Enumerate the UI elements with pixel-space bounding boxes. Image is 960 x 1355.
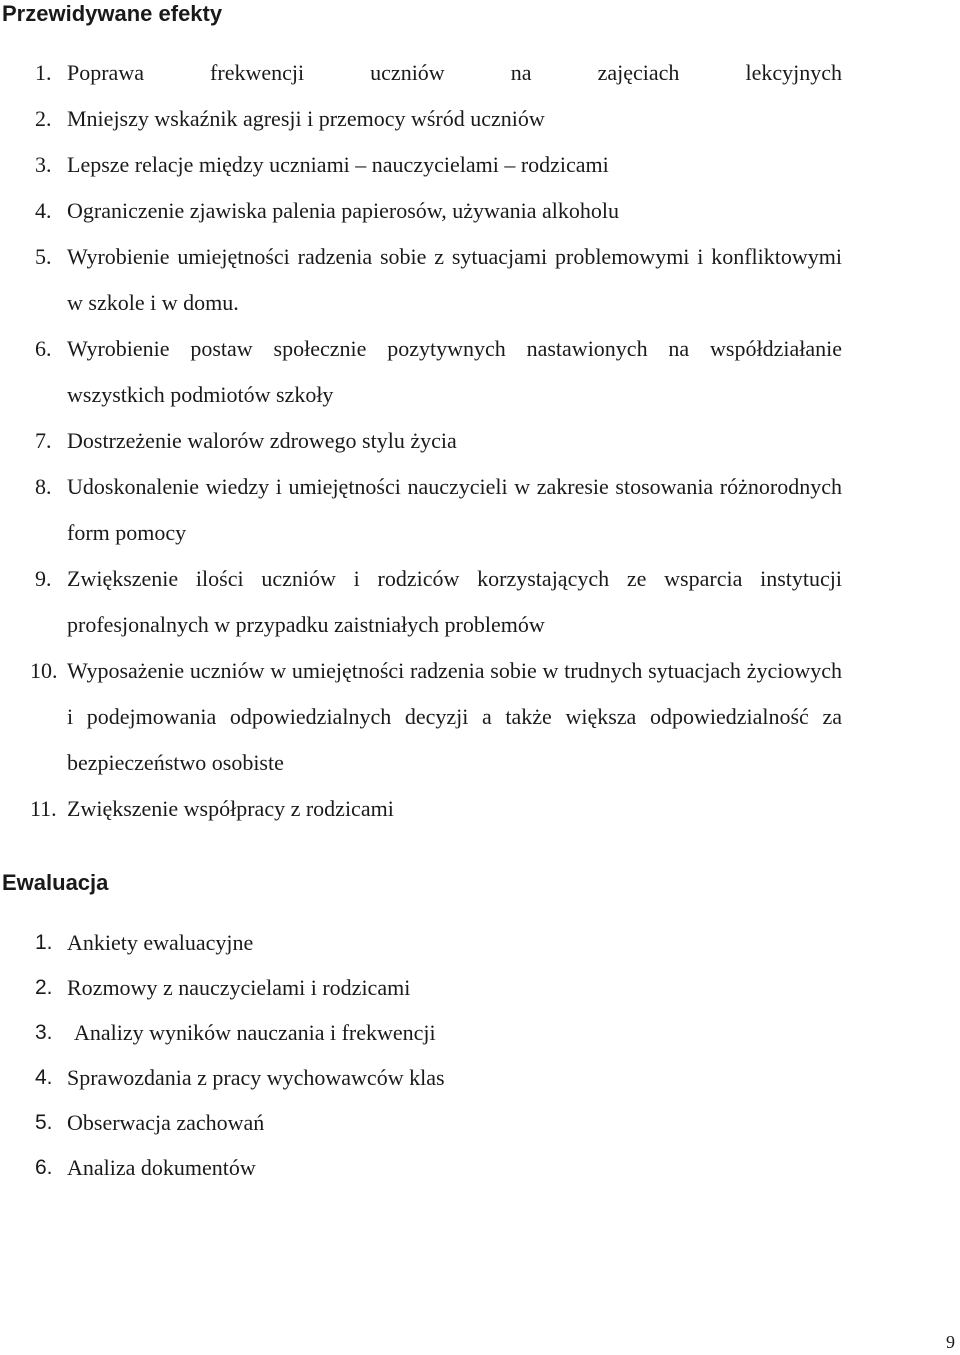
- list-number: 9.: [35, 566, 52, 591]
- list-item-text: Ograniczenie zjawiska palenia papierosów, używania alkoholu: [67, 198, 620, 223]
- list-item: [0, 464, 842, 556]
- list-item-text: Rozmowy z nauczycielami i rodzicami: [67, 975, 411, 1000]
- list-item: [0, 965, 842, 1010]
- list-number: 5.: [35, 244, 52, 269]
- list-number: 10.: [30, 658, 58, 683]
- list-number: 1.: [35, 931, 53, 954]
- list-number: 4.: [35, 198, 52, 223]
- list-item: [0, 648, 842, 786]
- list-item-text: Wyrobienie postaw społecznie pozytywnych nastawionych na współdziałanie wszystkich podmiotów szkoły: [67, 336, 842, 407]
- list-item: [0, 418, 842, 464]
- list-item: [0, 1100, 842, 1145]
- list-item: [0, 142, 842, 188]
- list-item-text: Ankiety ewaluacyjne: [67, 930, 254, 955]
- list-number: 3.: [35, 152, 52, 177]
- list-number: 7.: [35, 428, 52, 453]
- list-item-text: Wyposażenie uczniów w umiejętności radzenia sobie w trudnych sytuacjach życiowych i podejmowania odpowiedzialnych decyzji a także większa odpowiedzialność za bezpieczeństwo osobiste: [67, 658, 842, 775]
- list-item-text: Analiza dokumentów: [67, 1155, 256, 1180]
- section-title-effects: Przewidywane efekty: [2, 1, 223, 26]
- list-number: 2.: [35, 976, 53, 999]
- list-item-text: Zwiększenie współpracy z rodzicami: [67, 796, 394, 821]
- list-item-text: Sprawozdania z pracy wychowawców klas: [67, 1065, 445, 1090]
- list-number: 5.: [35, 1111, 53, 1134]
- list-item: [0, 234, 842, 326]
- list-item-text: Obserwacja zachowań: [67, 1110, 265, 1135]
- list-number: 4.: [35, 1066, 53, 1089]
- list-number: 8.: [35, 474, 52, 499]
- list-number: 1.: [35, 60, 52, 85]
- evaluation-list: [0, 920, 842, 1190]
- list-number: 2.: [35, 106, 52, 131]
- list-item: [0, 1055, 842, 1100]
- list-number: 11.: [30, 796, 57, 821]
- list-item: [0, 556, 842, 648]
- list-item-text: Zwiększenie ilości uczniów i rodziców korzystających ze wsparcia instytucji profesjonalnych w przypadku zaistniałych problemów: [67, 566, 842, 637]
- list-number: 3.: [35, 1021, 53, 1044]
- section-title-evaluation: Ewaluacja: [2, 870, 109, 895]
- list-item-text: Mniejszy wskaźnik agresji i przemocy wśród uczniów: [67, 106, 545, 131]
- list-number: 6.: [35, 336, 52, 361]
- list-number: 6.: [35, 1156, 53, 1179]
- list-item: [0, 1010, 842, 1055]
- page-number: 9: [946, 1332, 955, 1352]
- effects-list: [0, 50, 842, 832]
- list-item: [0, 920, 842, 965]
- list-item: [0, 50, 842, 96]
- list-item-text: Lepsze relacje między uczniami – nauczycielami – rodzicami: [67, 152, 609, 177]
- list-item: [0, 188, 842, 234]
- list-item-text: Poprawa frekwencji uczniów na zajęciach lekcyjnych: [67, 60, 842, 85]
- list-item: [0, 326, 842, 418]
- list-item-text: Wyrobienie umiejętności radzenia sobie z sytuacjami problemowymi i konfliktowymi w szkole i w domu.: [67, 244, 842, 315]
- list-item: [0, 96, 842, 142]
- list-item-text: Dostrzeżenie walorów zdrowego stylu życia: [67, 428, 457, 453]
- list-item: [0, 786, 842, 832]
- list-item-text: Udoskonalenie wiedzy i umiejętności nauczycieli w zakresie stosowania różnorodnych form pomocy: [67, 474, 842, 545]
- list-item-text: Analizy wyników nauczania i frekwencji: [74, 1020, 436, 1045]
- list-item: [0, 1145, 842, 1190]
